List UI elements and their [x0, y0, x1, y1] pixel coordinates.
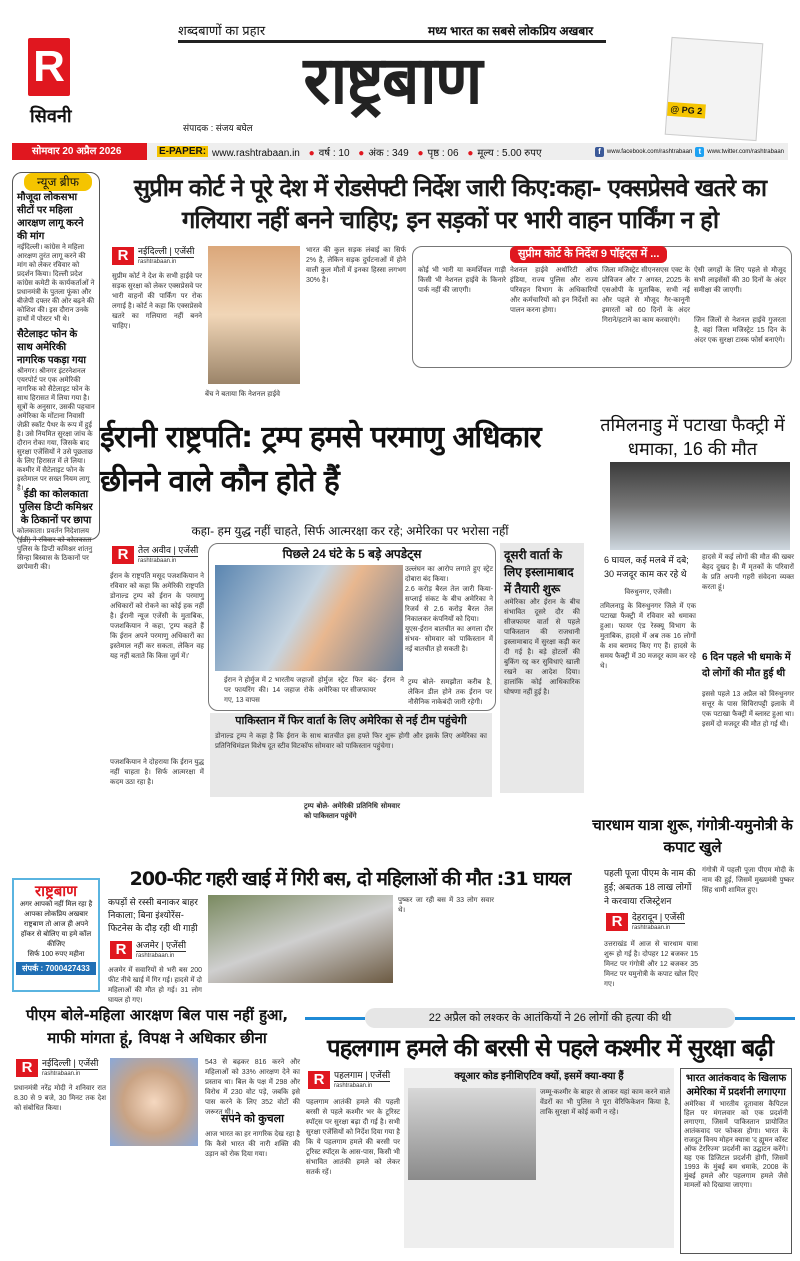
tn-body: तमिलनाडु के विरुधुनगर जिले में एक पटाखा फैक्ट्री में रविवार को धमाका हुआ। फायर एंड रेस्क्यू विभाग के मुताबिक, हादसे में अब तक 16 लोगों के शव बरामद किए गए हैं। हादसे के समय फैक्ट्री में 30 मजदूर काम कर रहे थे।: [600, 603, 696, 670]
r-logo-icon: R: [606, 913, 628, 931]
pahalgam-headline[interactable]: पहलगाम हमले की बरसी से पहले कश्मीर में सुरक्षा बढ़ी: [326, 1034, 774, 1062]
chardham-subhead: पहली पूजा पीएम के नाम की हुई; अबतक 18 लाख लोगों ने करवाया रजिस्ट्रेशन: [604, 868, 696, 906]
chardham-body-2: गंगोत्री में पहली पूजा पीएम मोदी के नाम की हुई, जिसमें मुख्यमंत्री पुष्कर सिंह धामी शामिल हुए।: [702, 867, 794, 894]
iran-byline: [112, 545, 198, 565]
update-item: ईरान ने होर्मुज में 2 भारतीय जहाजों पर फायरिंग की। 14 जहाज रोके गए, 13 वापस: [224, 677, 314, 704]
pakistan-text: डोनाल्ड ट्रम्प ने कहा है कि ईरान के साथ बातचीत इस हफ्ते फिर शुरू होगी और इसके लिए अमेरिका का प्रतिनिधिमंडल विशेष दूत स्टीव विटकॉफ सोमवार को पाकिस्तान पहुंचेगा।: [215, 733, 487, 750]
bus-headline[interactable]: 200-फीट गहरी खाई में गिरी बस, दो महिलाओं की मौत :31 घायल: [129, 868, 571, 890]
paper-name: राष्ट्रबाण: [178, 40, 606, 116]
talks-box: [500, 543, 584, 793]
brief-text: कोलकाता। प्रवर्तन निदेशालय (ईडी) ने रविवार को कोलकाता पुलिस के डिप्टी कमिश्नर शांतनु सिन्हा बिस्वास के ठिकानों पर छापेमारी की।: [17, 528, 93, 571]
issue-meta: www.rashtrabaan.in ● वर्ष : 10 ● अंक : 349 ● पृष्ठ : 06 ● मूल्य : 5.00 रुपए: [212, 147, 542, 159]
page-count: पृष्ठ : 06: [427, 147, 459, 159]
updates-title: पिछले 24 घंटे के 5 बड़े अपडेट्स: [282, 547, 422, 561]
bus-byline: [110, 940, 186, 960]
byline-city: नईदिल्ली | एजेंसी: [42, 1058, 99, 1068]
bus-photo: [208, 895, 393, 983]
r-logo-icon: R: [308, 1071, 330, 1089]
pahalgam-photo: [408, 1088, 536, 1180]
info-bar: [12, 143, 788, 160]
update-item: उल्लंघन का आरोप लगाते हुए स्ट्रेट दोबारा बंद किया। 2.6 करोड़ बैरल तेल जारी किया- सप्लाई संकट के बीच अमेरिका ने रिजर्व से 2.6 करोड़ बैरल तेल निकालकर कंपनियों को दिया। यूएस-ईरान बातचीत का अगला दौर संभव- सोमवार को पाकिस्तान में नई बातचीत हो सकती है।: [405, 566, 493, 653]
iran-subhead: कहा- हम युद्ध नहीं चाहते, सिर्फ आत्मरक्षा कर रहे; अमेरिका पर भरोसा नहीं: [191, 524, 509, 538]
qr-title[interactable]: क्यूआर कोड इनीशिएटिव क्यों, इसमें क्या-क्या हैं: [454, 1071, 624, 1082]
update-item: ट्रम्प बोले- समझौता करीब है, लेकिन डील होने तक ईरान पर नौसैनिक नाकेबंदी जारी रहेगी।: [408, 679, 492, 706]
issue-number: अंक : 349: [368, 147, 409, 159]
byline-web: rashtrabaan.in: [632, 925, 671, 931]
bus-subhead: कपड़ों से रस्सी बनाकर बाहर निकाला; बिना इंश्योरेंस-फिटनेस के दौड़ रही थी गाड़ी: [108, 897, 198, 933]
sc-headline[interactable]: सुप्रीम कोर्ट ने पूरे देश में रोडसेफ्टी निर्देश जारी किए:कहा- एक्सप्रेसवे खतरे का गलियारा नहीं बनने चाहिए; इन सड़कों पर भारी वाहन पार्किंग न हो: [133, 174, 767, 234]
byline-web: rashtrabaan.in: [334, 1083, 373, 1089]
byline-web: rashtrabaan.in: [138, 259, 177, 265]
pakistan-headline[interactable]: पाकिस्तान में फिर वार्ता के लिए अमेरिका से नई टीम पहुंचेगी: [235, 715, 467, 727]
news-brief-column: [12, 172, 100, 571]
r-logo-icon: R: [16, 1059, 38, 1077]
pm-headline[interactable]: पीएम बोले-महिला आरक्षण बिल पास नहीं हुआ, माफी मांगता हूं, विपक्ष ने अधिकार छीना: [25, 1006, 289, 1047]
brief-headline[interactable]: ईडी का कोलकाता पुलिस डिप्टी कमिश्नर के ठिकानों पर छापा: [19, 489, 93, 526]
pm-body: प्रधानमंत्री नरेंद्र मोदी ने शनिवार रात 8.30 से 9 बजे, 30 मिनट तक देश को संबोधित किया।: [14, 1085, 106, 1112]
iran-body: ईरान के राष्ट्रपति मसूद पजशकियान ने रविवार को कहा कि अमेरिकी राष्ट्रपति डोनाल्ड ट्रम्प को ईरान के परमाणु अधिकारों को रोकने का कोई हक नहीं है। ईरानी न्यूज एजेंसी के मुताबिक, पजशकियान ने कहा, 'ट्रम्प कहते हैं कि ईरान अपने परमाणु अधिकारों का इस्तेमाल नहीं कर सकता, लेकिन वह यह नहीं बताते कि किस जुर्म में।': [110, 573, 204, 660]
subscription-ad[interactable]: [12, 878, 100, 992]
tn-body-2: इससे पहले 13 अप्रैल को विरुधुनगर सत्तूर के पास सिविरापट्टी इलाके में एक पटाखा फैक्ट्री में ब्लास्ट हुआ था। इसमें दो मजदूर की मौत हो गई थी।: [702, 691, 794, 728]
usa-headline[interactable]: भारत आतंकवाद के खिलाफ अमेरिका में प्रदर्शनी लगाएगा: [685, 1073, 787, 1098]
tn-byline: विरुधुनगर, एजेंसी।: [624, 589, 672, 596]
twitter-link[interactable]: www.twitter.com/rashtrabaan: [707, 148, 784, 155]
factory-photo: [610, 462, 790, 550]
byline-city: तेल अवीव | एजेंसी: [138, 545, 199, 555]
sc-body-2: भारत की कुल सड़क लंबाई का सिर्फ 2% है, लेकिन सड़क दुर्घटनाओं में होने वाली कुल मौतों में इनका हिस्सा लगभग 30% है।: [306, 247, 406, 284]
chardham-headline[interactable]: चारधाम यात्रा शुरू, गंगोत्री-यमुनोत्री के कपाट खुले: [592, 817, 793, 856]
epaper-label: E-PAPER:: [159, 146, 207, 157]
ad-phone[interactable]: संपर्क : 7000427433: [16, 962, 96, 975]
brief-headline[interactable]: सैटेलाइट फोन के साथ अमेरिकी नागरिक पकड़ा गया: [17, 329, 87, 366]
ad-text: अगर आपको नहीं मिल रहा है आपका लोकप्रिय अखबार राष्ट्रबाण तो आज ही अपने हॉकर से बोलिए या हमे कॉल कीजिए: [19, 901, 93, 948]
tagline-right: मध्य भारत का सबसे लोकप्रिय अखबार: [428, 24, 594, 38]
byline-city: पहलगाम | एजेंसी: [334, 1070, 391, 1080]
update-item: होर्मुज स्ट्रेट फिर बंद- ईरान ने अमेरिका पर सीजफायर: [318, 677, 404, 694]
leaders-photo: [215, 565, 403, 671]
tn-quote: हादसे में कई लोगों की मौत की खबर बेहद दुखद है। मैं मृतकों के परिवारों के प्रति अपनी गहरी संवेदना व्यक्त करता हूं।: [702, 554, 794, 591]
r-logo-icon: R: [110, 941, 132, 959]
pm-photo: [110, 1058, 198, 1146]
byline-web: rashtrabaan.in: [138, 558, 177, 564]
ad-price: सिर्फ 100 रुपए महीना: [27, 951, 85, 958]
sc-photo-caption: बेंच ने बताया कि नेशनल हाईवे: [205, 391, 281, 398]
r-logo-icon: R: [112, 247, 134, 265]
sc-point: जिला मजिस्ट्रेट सीएनसएस एक्ट के प्रोविजन और 7 अगस्त, 2025 के एसओपी के मुताबिक, सभी नई और पहले से मौजूद गैर-कानूनी इमारतों को 60 दिनों के अंदर गिराने/हटाने का काम करवाएंगे।: [602, 267, 690, 324]
editor-credit: संपादक : संजय बघेल: [183, 123, 253, 133]
chardham-byline: [606, 912, 685, 932]
news-brief-tag: न्यूज ब्रीफ: [24, 173, 92, 191]
issue-date: सोमवार 20 अप्रैल 2026: [12, 143, 147, 160]
price: मूल्य : 5.00 रुपए: [477, 147, 542, 159]
pahalgam-kicker-strip: [305, 1008, 795, 1028]
edition-city: सिवनी: [30, 106, 72, 126]
byline-web: rashtrabaan.in: [42, 1071, 81, 1077]
bus-body: अजमेर में सवारियों से भरी बस 200 फीट नीचे खाई में गिर गई। हादसे में दो महिलाओं की मौत हो गई। 31 लोग घायल हो गए।: [108, 967, 202, 1004]
byline-web: rashtrabaan.in: [136, 953, 175, 959]
talks-text: अमेरिका और ईरान के बीच संभावित दूसरे दौर की सीजफायर वार्ता से पहले पाकिस्तान की राजधानी इस्लामाबाद में सुरक्षा कड़ी कर दी गई है। बड़े होटलों की बुकिंग रद्द कर सुविधाएं खाली रखने का आदेश दिया। हालांकि कोई आधिकारिक घोषणा नहीं हुई है।: [504, 599, 580, 696]
sc-point: नेशनल हाईवे अथॉरिटी ऑफ इंडिया, राज्य पुलिस और राज्य परिवहन विभाग के अधिकारियों और कर्मचारियों को इन निर्देशों का पालन करना होगा।: [510, 267, 598, 314]
iran-body-2: पजशकियान ने दोहराया कि ईरान युद्ध नहीं चाहता है। सिर्फ आत्मरक्षा में कदम उठा रहा है।: [110, 759, 204, 786]
rashtrabaan-logo-icon[interactable]: R: [28, 38, 70, 96]
chardham-body: उत्तराखंड में आज से चारधाम यात्रा शुरू हो गई है। दोपहर 12 बजकर 15 मिनट पर गंगोत्री और 12 बजकर 35 मिनट पर यमुनोत्री के कपाट खोल दिए गए।: [604, 941, 698, 988]
sc-body: सुप्रीम कोर्ट ने देश के सभी हाईवे पर सड़क सुरक्षा को लेकर एक्सप्रेसवे पर भारी वाहनों की पार्किंग पर रोक लगाई है। कोर्ट ने कहा कि एक्सप्रेसवे खतरे का गलियारा नहीं बनने चाहिए।: [112, 273, 202, 330]
pahalgam-byline: [308, 1070, 390, 1090]
sc-points-title: सुप्रीम कोर्ट के निर्देश 9 पॉइंट्स में ...: [510, 246, 667, 263]
website-link[interactable]: www.rashtrabaan.in: [212, 147, 300, 159]
brief-text: नईदिल्ली। कांग्रेस ने महिला आरक्षण तुरंत लागू करने की मांग को लेकर रविवार को प्रदर्शन किया। दिल्ली प्रदेश कांग्रेस कमेटी के कार्यकर्ताओं ने प्रधानमंत्री के पुतला फूंका और बीजेपी दफ्तर की ओर बढ़ने की कोशिश की। इस दौरान उनके हाथों में पोस्टर भी थे।: [17, 244, 95, 323]
byline-city: नईदिल्ली | एजेंसी: [138, 246, 195, 256]
pahalgam-kicker: 22 अप्रैल को लश्कर के आतंकियों ने 26 लोगों की हत्या की थी: [365, 1008, 735, 1028]
sc-point: ऐसी जगहों के लिए पहले से मौजूद सभी लाइसेंसों की 30 दिनों के अंदर समीक्षा की जाएगी।: [694, 267, 786, 294]
usa-text: अमेरिका में भारतीय दूतावास कैपिटल हिल पर मंगलवार को एक प्रदर्शनी लगाएगा, जिसमें पाकिस्तान प्रायोजित आतंकवाद पर फोकस होगा। भारत के राजदूत विनय मोहन क्वात्रा 'द ह्यूमन कॉस्ट ऑफ टेररिज्म' प्रदर्शनी का उद्घाटन करेंगे। यह एक डिजिटल प्रदर्शनी होगी, जिसमें 1993 के मुंबई बम धमाके, 2008 के मुंबई हमले और पहलगाम हमले जैसे मामलों को दिखाया जाएगा।: [684, 1101, 788, 1189]
year: वर्ष : 10: [318, 147, 350, 159]
brief-text: श्रीनगर। श्रीनगर इंटरनेशनल एयरपोर्ट पर एक अमेरिकी नागरिक को सैटेलाइट फोन के साथ हिरासत में लिया गया है। सूत्रों के अनुसार, उसकी पहचान अमेरिका के मोंटाना निवासी जेफ्री स्कॉट पैथर के रूप में हुई है। उसे नियमित सुरक्षा जांच के दौरान रोका गया, जिसके बाद सुरक्षा एजेंसियों ने उसे पूछताछ के लिए हिरासत में ले लिया। कश्मीर में सैटेलाइट फोन के इस्तेमाल पर सख्त नियम लागू है।: [17, 368, 95, 492]
bus-body-2: पुष्कर जा रही बस में 33 लोग सवार थे।: [398, 897, 494, 914]
pm-byline: [16, 1058, 98, 1078]
usa-exhibition-box: [680, 1068, 792, 1254]
brief-headline[interactable]: मौजूदा लोकसभा सीटों पर महिला आरक्षण लागू करने की मांग: [17, 192, 84, 242]
qr-text: जम्मू-कश्मीर के बाहर से आकर यहां काम करने वाले वेंडरों का भी पुलिस ने पूरा वेरिफिकेशन किया है, ताकि सुरक्षा में कोई कमी न रहे।: [540, 1089, 670, 1116]
ad-brand: राष्ट्रबाण: [34, 882, 78, 900]
tn-subhead: 6 घायल, कई मलबे में दबे; 30 मजदूर काम कर रहे थे: [604, 555, 689, 579]
talks-headline[interactable]: दूसरी वार्ता के लिए इस्लामाबाद में तैयारी शुरू: [504, 548, 574, 596]
supreme-court-photo: [208, 246, 300, 384]
sc-byline: [112, 246, 194, 266]
facebook-link[interactable]: www.facebook.com/rashtrabaan: [606, 148, 693, 155]
tn-headline[interactable]: तमिलनाडु में पटाखा फैक्ट्री में धमाका, 16 की मौत: [600, 415, 785, 459]
twitter-icon[interactable]: t: [695, 147, 704, 157]
tn-subheading: 6 दिन पहले भी धमाके में दो लोगों की मौत हुई थी: [702, 652, 791, 679]
facebook-icon[interactable]: f: [595, 147, 604, 157]
social-links: [595, 147, 788, 157]
pm-body-2: 543 से बढ़कर 816 करने और महिलाओं को 33% आरक्षण देने का प्रस्ताव था। बिल के पक्ष में 298 और विरोध में 230 वोट पड़े, जबकि इसे पास करने के लिए 352 वोटों की जरूरत थी।: [205, 1059, 300, 1116]
pm-subheading: सपने को कुचला: [221, 1113, 284, 1125]
byline-city: अजमेर | एजेंसी: [136, 940, 187, 950]
masthead: [0, 0, 800, 140]
iran-headline[interactable]: ईरानी राष्ट्रपति: ट्रम्प हमसे परमाणु अधिकार छीनने वाले कौन होते हैं: [100, 420, 541, 499]
iran-subheading: ट्रम्प बोले- अमेरिकी प्रतिनिधि सोमवार को पाकिस्तान पहुंचेंगे: [304, 803, 400, 820]
sc-point: कोई भी भारी या कमर्शियल गाड़ी किसी भी नेशनल हाईवे के किनारे पार्क नहीं की जाएगी।: [418, 267, 506, 294]
r-logo-icon: R: [112, 546, 134, 564]
pahalgam-body: पहलगाम आतंकी हमले की पहली बरसी से पहले कश्मीर भर के टूरिस्ट स्पॉट्स पर सुरक्षा बढ़ा दी गई है। सभी सुरक्षा एजेंसियों को निर्देश दिया गया है कि ये पहलगाम हमले की बरसी पर टूरिस्ट स्पॉट्स के आस-पास, किसी भी संभावित आतंकी हमले को लेकर सतर्क रहें।: [306, 1099, 400, 1176]
page-ref-badge: @ PG 2: [667, 102, 706, 119]
sc-point: जिन जिलों से नेशनल हाईवे गुजरता है, वहां जिला मजिस्ट्रेट 15 दिन के अंदर एक सुरक्षा टास्क फोर्स बनाएंगे।: [694, 317, 786, 344]
page-preview-thumbnail[interactable]: [665, 37, 764, 141]
tagline-left: शब्दबाणों का प्रहार: [178, 23, 266, 38]
byline-city: देहरादून | एजेंसी: [632, 912, 685, 922]
pm-body-3: आज भारत का हर नागरिक देख रहा है कि कैसे भारत की नारी शक्ति की उड़ान को रोक दिया गया।: [205, 1131, 300, 1158]
